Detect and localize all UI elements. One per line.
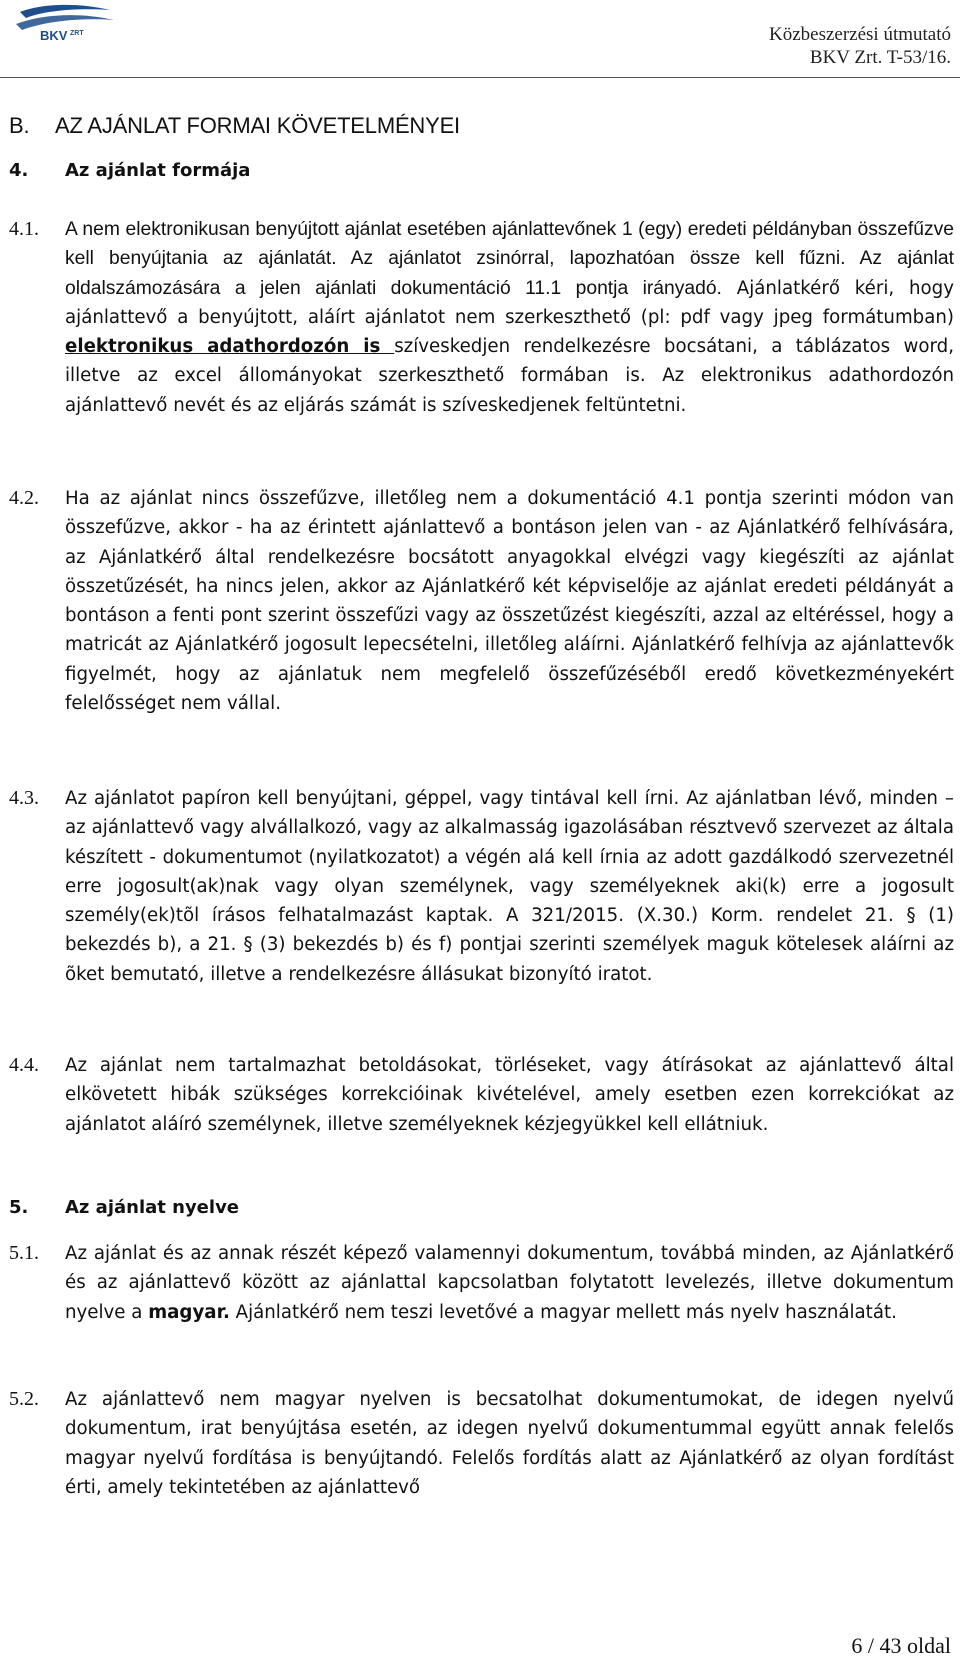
bkv-logo [6, 2, 118, 48]
paragraph-text: Az ajánlat nem tartalmazhat betoldásokat, törléseket, vagy átírásokat az ajánlattevő által elkövetett hibák szükséges korrekcióinak kivételével, amely esetben ezen korrekciókat az ajánlatot aláíró személynek, illetve személyeknek kézjegyükkel kell ellátniuk. [65, 1055, 954, 1135]
part-heading [9, 113, 460, 139]
svg-text:BKV: BKV [40, 28, 68, 43]
paragraph-text: Az ajánlat és az annak részét képező valamennyi dokumentum, továbbá minden, az Ajánlatkérő és az ajánlattevő között az ajánlattal kapcsolatban folytatott levelezés, illetve dokumentum nyelve a magyar. Ajánlatkérő nem teszi levetővé a magyar mellett más nyelv használatát. [65, 1243, 954, 1323]
paragraph-number: 4.1. [9, 218, 39, 240]
section-title: Az ajánlat formája [65, 160, 251, 181]
document-title: Közbeszerzési útmutató [768, 24, 951, 45]
section-number: 4. [9, 160, 29, 181]
paragraph-number: 4.4. [9, 1054, 39, 1076]
header-divider [0, 77, 960, 78]
part-number: B. [9, 113, 30, 138]
paragraph-number: 4.3. [9, 787, 39, 809]
paragraph-number: 5.2. [9, 1388, 39, 1410]
section-number: 5. [9, 1197, 29, 1218]
underlined-emphasis: elektronikus adathordozón is [65, 336, 395, 358]
paragraph-text: Az ajánlattevő nem magyar nyelven is becsatolhat dokumentumokat, de idegen nyelvű dokumentum, irat benyújtása esetén, az idegen nyelvű dokumentummal együtt annak felelős magyar nyelvű fordítása is benyújtandó. Felelős fordítás alatt az Ajánlatkérő az olyan fordítást érti, amely tekintetében az ajánlattevő [65, 1389, 954, 1498]
page-number: 6 / 43 oldal [851, 1633, 951, 1658]
section-4-heading [9, 160, 250, 181]
document-reference: BKV Zrt. T-53/16. [809, 47, 951, 68]
paragraph-text: Ha az ajánlat nincs összefűzve, illetőleg nem a dokumentáció 4.1 pontja szerinti módon van összefűzve, akkor - ha az érintett ajánlattevő a bontáson jelen van - az Ajánlatkérő felhívására, az Ajánlatkérő által rendelkezésre bocsátott anyagokkal elvégzi vagy kiegészíti az ajánlat összetűzését, ha nincs jelen, akkor az Ajánlatkérő két képviselője az ajánlat eredeti példányát a bontáson a fenti pont szerint összefűzi vagy az összetűzést kiegészíti, azzal az eltéréssel, hogy a matricát az Ajánlatkérő jogosult lepecsételni, illetőleg aláírni. Ajánlatkérő felhívja az ajánlattevők figyelmét, hogy az ajánlatuk nem megfelelő összefűzéséből eredő következményekért felelősséget nem vállal. [65, 488, 954, 715]
bold-emphasis: magyar. [148, 1301, 230, 1323]
paragraph-text: A nem elektronikusan benyújtott ajánlat esetében ajánlattevőnek 1 (egy) eredeti példányban összefűzve kell benyújtania az ajánlatát. Az ajánlatot zsinórral, lapozhatóan össze kell fűzni. Az ajánlat oldalszámozására a jelen ajánlati dokumentáció 11.1 pontja irányadó. Ajánlatkérő kéri, hogy ajánlattevő a benyújtott, aláírt ajánlatot nem szerkeszthető (pl: pdf vagy jpeg formátumban) elektronikus adathordozón is szíveskedjen rendelkezésre bocsátani, a táblázatos word, illetve az excel állományokat szerkeszthető formában is. Az elektronikus adathordozón ajánlattevő nevét és az eljárás számát is szíveskedjenek feltüntetni. [65, 219, 954, 416]
paragraph-text: Az ajánlatot papíron kell benyújtani, géppel, vagy tintával kell írni. Az ajánlatban lévő, minden – az ajánlattevő vagy alvállalkozó, vagy az alkalmasság igazolásában résztvevő szervezet az általa készített - dokumentumot (nyilatkozatot) a végén alá kell írnia az adott gazdálkodó szervezetnél erre jogosult(ak)nak vagy olyan személynek, vagy személyeknek aki(k) erre a jogosult személy(ek)tõl írásos felhatalmazást kaptak. A 321/2015. (X.30.) Korm. rendelet 21. § (1) bekezdés b), a 21. § (3) bekezdés b) és f) pontjai szerinti személyek maguk kötelesek aláírni az õket bemutató, illetve a rendelkezésre állásukat bizonyító iratot. [65, 788, 954, 985]
paragraph-number: 5.1. [9, 1242, 39, 1264]
paragraph-number: 4.2. [9, 487, 39, 509]
svg-text:ZRT: ZRT [70, 30, 84, 37]
page-header [0, 0, 960, 78]
section-5-heading [9, 1197, 239, 1218]
section-title: Az ajánlat nyelve [65, 1197, 240, 1218]
part-title: AZ AJÁNLAT FORMAI KÖVETELMÉNYEI [55, 113, 460, 138]
